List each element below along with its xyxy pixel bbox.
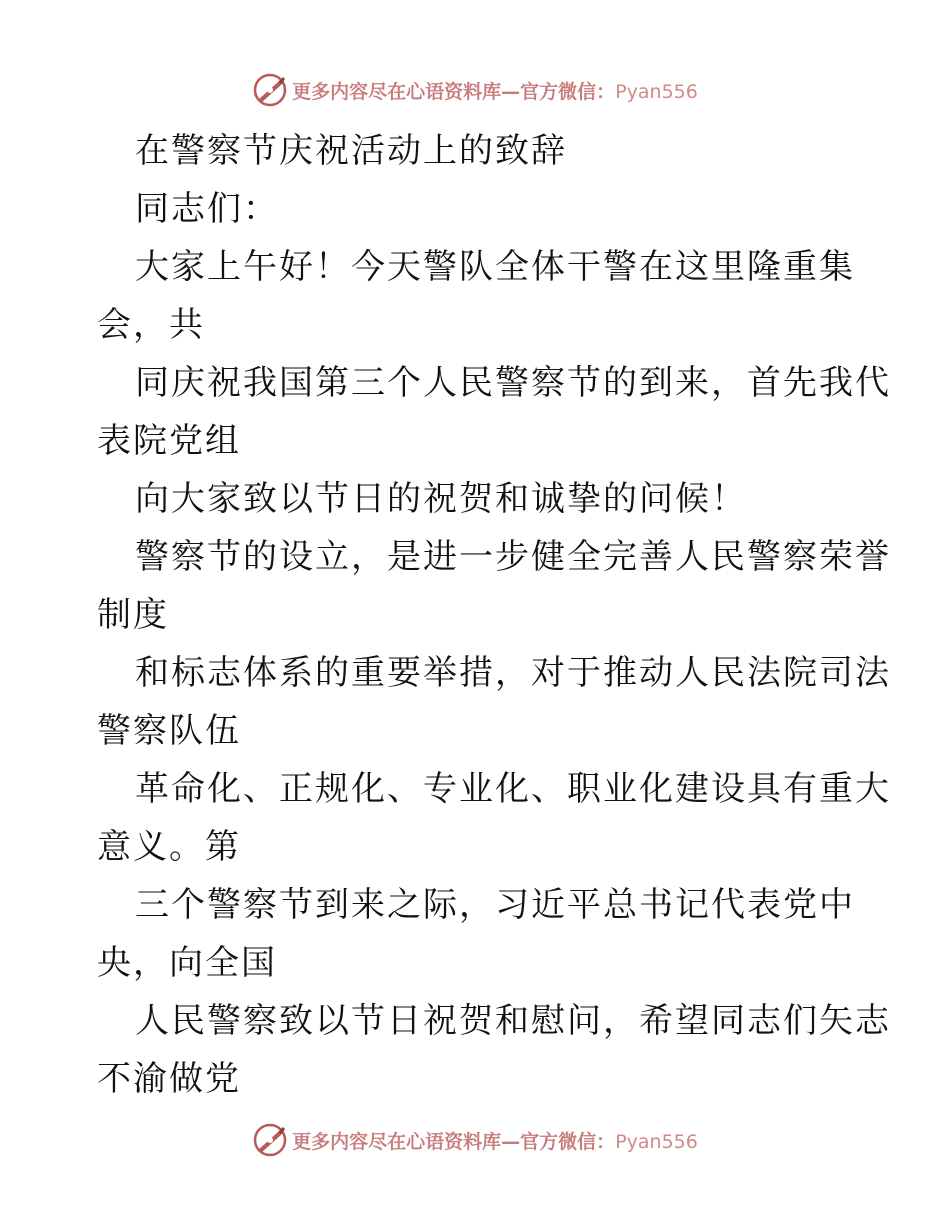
footer-banner-main: 更多内容尽在心语资料库 (292, 1130, 502, 1153)
salutation: 同志们： (135, 189, 279, 229)
header-banner-text (292, 77, 698, 104)
paragraph-line: 革命化、正规化、专业化、职业化建设具有重大 (135, 769, 891, 809)
header-banner-dash: — (501, 80, 521, 103)
header-banner-wechat-label: 官方微信： (520, 80, 616, 103)
paragraph-line: 央，向全国 (97, 943, 277, 983)
paragraph-line: 警察节的设立，是进一步健全完善人民警察荣誉 (135, 537, 891, 577)
paragraph-line: 表院党组 (97, 421, 241, 461)
paragraph-line: 意义。第 (97, 827, 241, 867)
pen-logo-icon (252, 1122, 288, 1158)
document-body (97, 122, 891, 1108)
footer-banner-account: Pyan556 (615, 1130, 698, 1153)
footer-banner-text (292, 1127, 698, 1154)
paragraph-line: 人民警察致以节日祝贺和慰问，希望同志们矢志 (135, 1001, 891, 1041)
header-banner-main: 更多内容尽在心语资料库 (292, 80, 502, 103)
paragraph-line: 警察队伍 (97, 711, 241, 751)
paragraph-line: 大家上午好！今天警队全体干警在这里隆重集 (135, 247, 855, 287)
paragraph-line: 制度 (97, 595, 169, 635)
header-banner (0, 68, 950, 112)
paragraph-line: 同庆祝我国第三个人民警察节的到来，首先我代 (135, 363, 891, 403)
paragraph-line: 和标志体系的重要举措，对于推动人民法院司法 (135, 653, 891, 693)
footer-banner-wechat-label: 官方微信： (520, 1130, 616, 1153)
paragraph-line: 不渝做党 (97, 1059, 241, 1099)
document-title: 在警察节庆祝活动上的致辞 (135, 131, 567, 171)
pen-logo-icon (252, 72, 288, 108)
paragraph-line: 会，共 (97, 305, 205, 345)
footer-banner (0, 1118, 950, 1162)
paragraph-line: 向大家致以节日的祝贺和诚挚的问候！ (135, 479, 747, 519)
footer-banner-dash: — (501, 1130, 521, 1153)
header-banner-account: Pyan556 (615, 80, 698, 103)
paragraph-line: 三个警察节到来之际，习近平总书记代表党中 (135, 885, 855, 925)
